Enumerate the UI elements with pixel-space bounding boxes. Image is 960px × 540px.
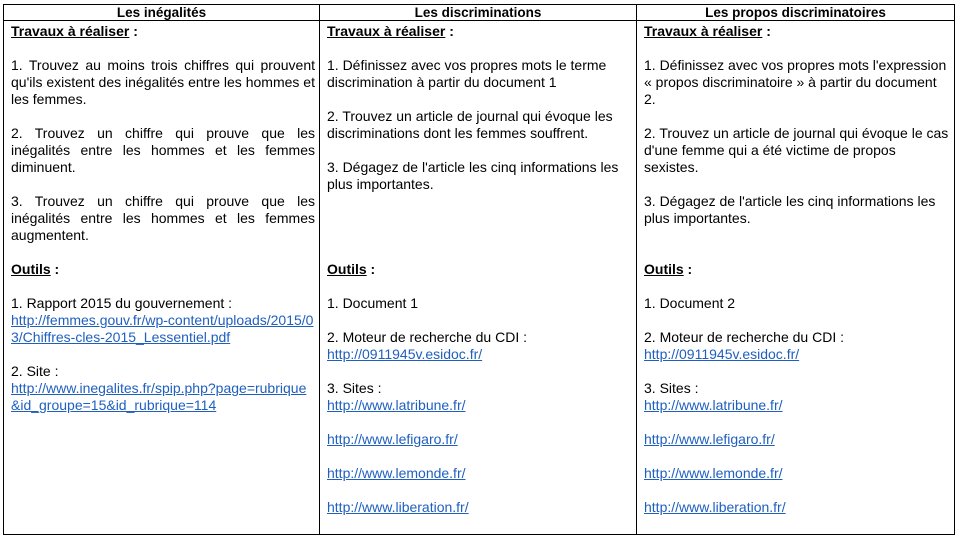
tasks-heading: Travaux à réaliser :	[11, 23, 138, 39]
tools-heading: Outils :	[644, 261, 693, 277]
worksheet-table	[3, 4, 955, 535]
link-esidoc[interactable]: http://0911945v.esidoc.fr/	[327, 346, 483, 362]
task-item: 1. Trouvez au moins trois chiffres qui prouvent qu'ils existent des inégalités entre les hommes et les femmes.	[11, 57, 315, 107]
link-liberation[interactable]: http://www.liberation.fr/	[644, 499, 786, 515]
tools-heading: Outils :	[11, 261, 60, 277]
tool-label: 3. Sites :	[327, 380, 382, 396]
task-item: 1. Définissez avec vos propres mots le terme discrimination à partir du document 1	[327, 57, 607, 90]
header-row	[4, 5, 955, 21]
link-latribune[interactable]: http://www.latribune.fr/	[644, 397, 783, 413]
cell-inegalites	[4, 21, 320, 535]
link-rapport-2015[interactable]: http://femmes.gouv.fr/wp-content/uploads/2015/03/Chiffres-cles-2015_Lessentiel.pdf	[11, 312, 314, 345]
task-item: 3. Dégagez de l'article les cinq informations les plus importantes.	[644, 193, 936, 226]
tool-document: 1. Document 2	[644, 295, 736, 311]
link-esidoc[interactable]: http://0911945v.esidoc.fr/	[644, 346, 800, 362]
task-item: 3. Trouvez un chiffre qui prouve que les inégalités entre les hommes et les femmes augmentent.	[11, 193, 315, 243]
link-latribune[interactable]: http://www.latribune.fr/	[327, 397, 466, 413]
header-inegalites: Les inégalités	[4, 5, 320, 21]
link-lefigaro[interactable]: http://www.lefigaro.fr/	[327, 431, 458, 447]
task-item: 1. Définissez avec vos propres mots l'expression « propos discriminatoire » à partir du document 2.	[644, 57, 947, 107]
tool-label: 2. Moteur de recherche du CDI :	[644, 329, 844, 345]
tool-label: 3. Sites :	[644, 380, 699, 396]
header-propos-discriminatoires: Les propos discriminatoires	[637, 5, 955, 21]
tool-label: 1. Rapport 2015 du gouvernement :	[11, 295, 233, 311]
cell-discriminations	[320, 21, 637, 535]
link-inegalites-site[interactable]: http://www.inegalites.fr/spip.php?page=rubrique&id_groupe=15&id_rubrique=114	[11, 380, 307, 413]
link-lemonde[interactable]: http://www.lemonde.fr/	[644, 465, 783, 481]
tool-document: 1. Document 1	[327, 295, 419, 311]
header-discriminations: Les discriminations	[320, 5, 637, 21]
task-item: 2. Trouvez un chiffre qui prouve que les inégalités entre les hommes et les femmes diminuent.	[11, 125, 315, 175]
cell-propos-discriminatoires	[637, 21, 955, 535]
task-item: 3. Dégagez de l'article les cinq informations les plus importantes.	[327, 159, 619, 192]
task-item: 2. Trouvez un article de journal qui évoque le cas d'une femme qui a été victime de propos sexistes.	[644, 125, 949, 175]
tools-heading: Outils :	[327, 261, 376, 277]
task-item: 2. Trouvez un article de journal qui évoque les discriminations dont les femmes souffrent.	[327, 108, 613, 141]
link-lefigaro[interactable]: http://www.lefigaro.fr/	[644, 431, 775, 447]
tasks-heading: Travaux à réaliser :	[644, 23, 771, 39]
tool-label: 2. Site :	[11, 363, 59, 379]
link-lemonde[interactable]: http://www.lemonde.fr/	[327, 465, 466, 481]
content-row	[4, 21, 955, 535]
tasks-heading: Travaux à réaliser :	[327, 23, 454, 39]
tool-label: 2. Moteur de recherche du CDI :	[327, 329, 527, 345]
link-liberation[interactable]: http://www.liberation.fr/	[327, 499, 469, 515]
